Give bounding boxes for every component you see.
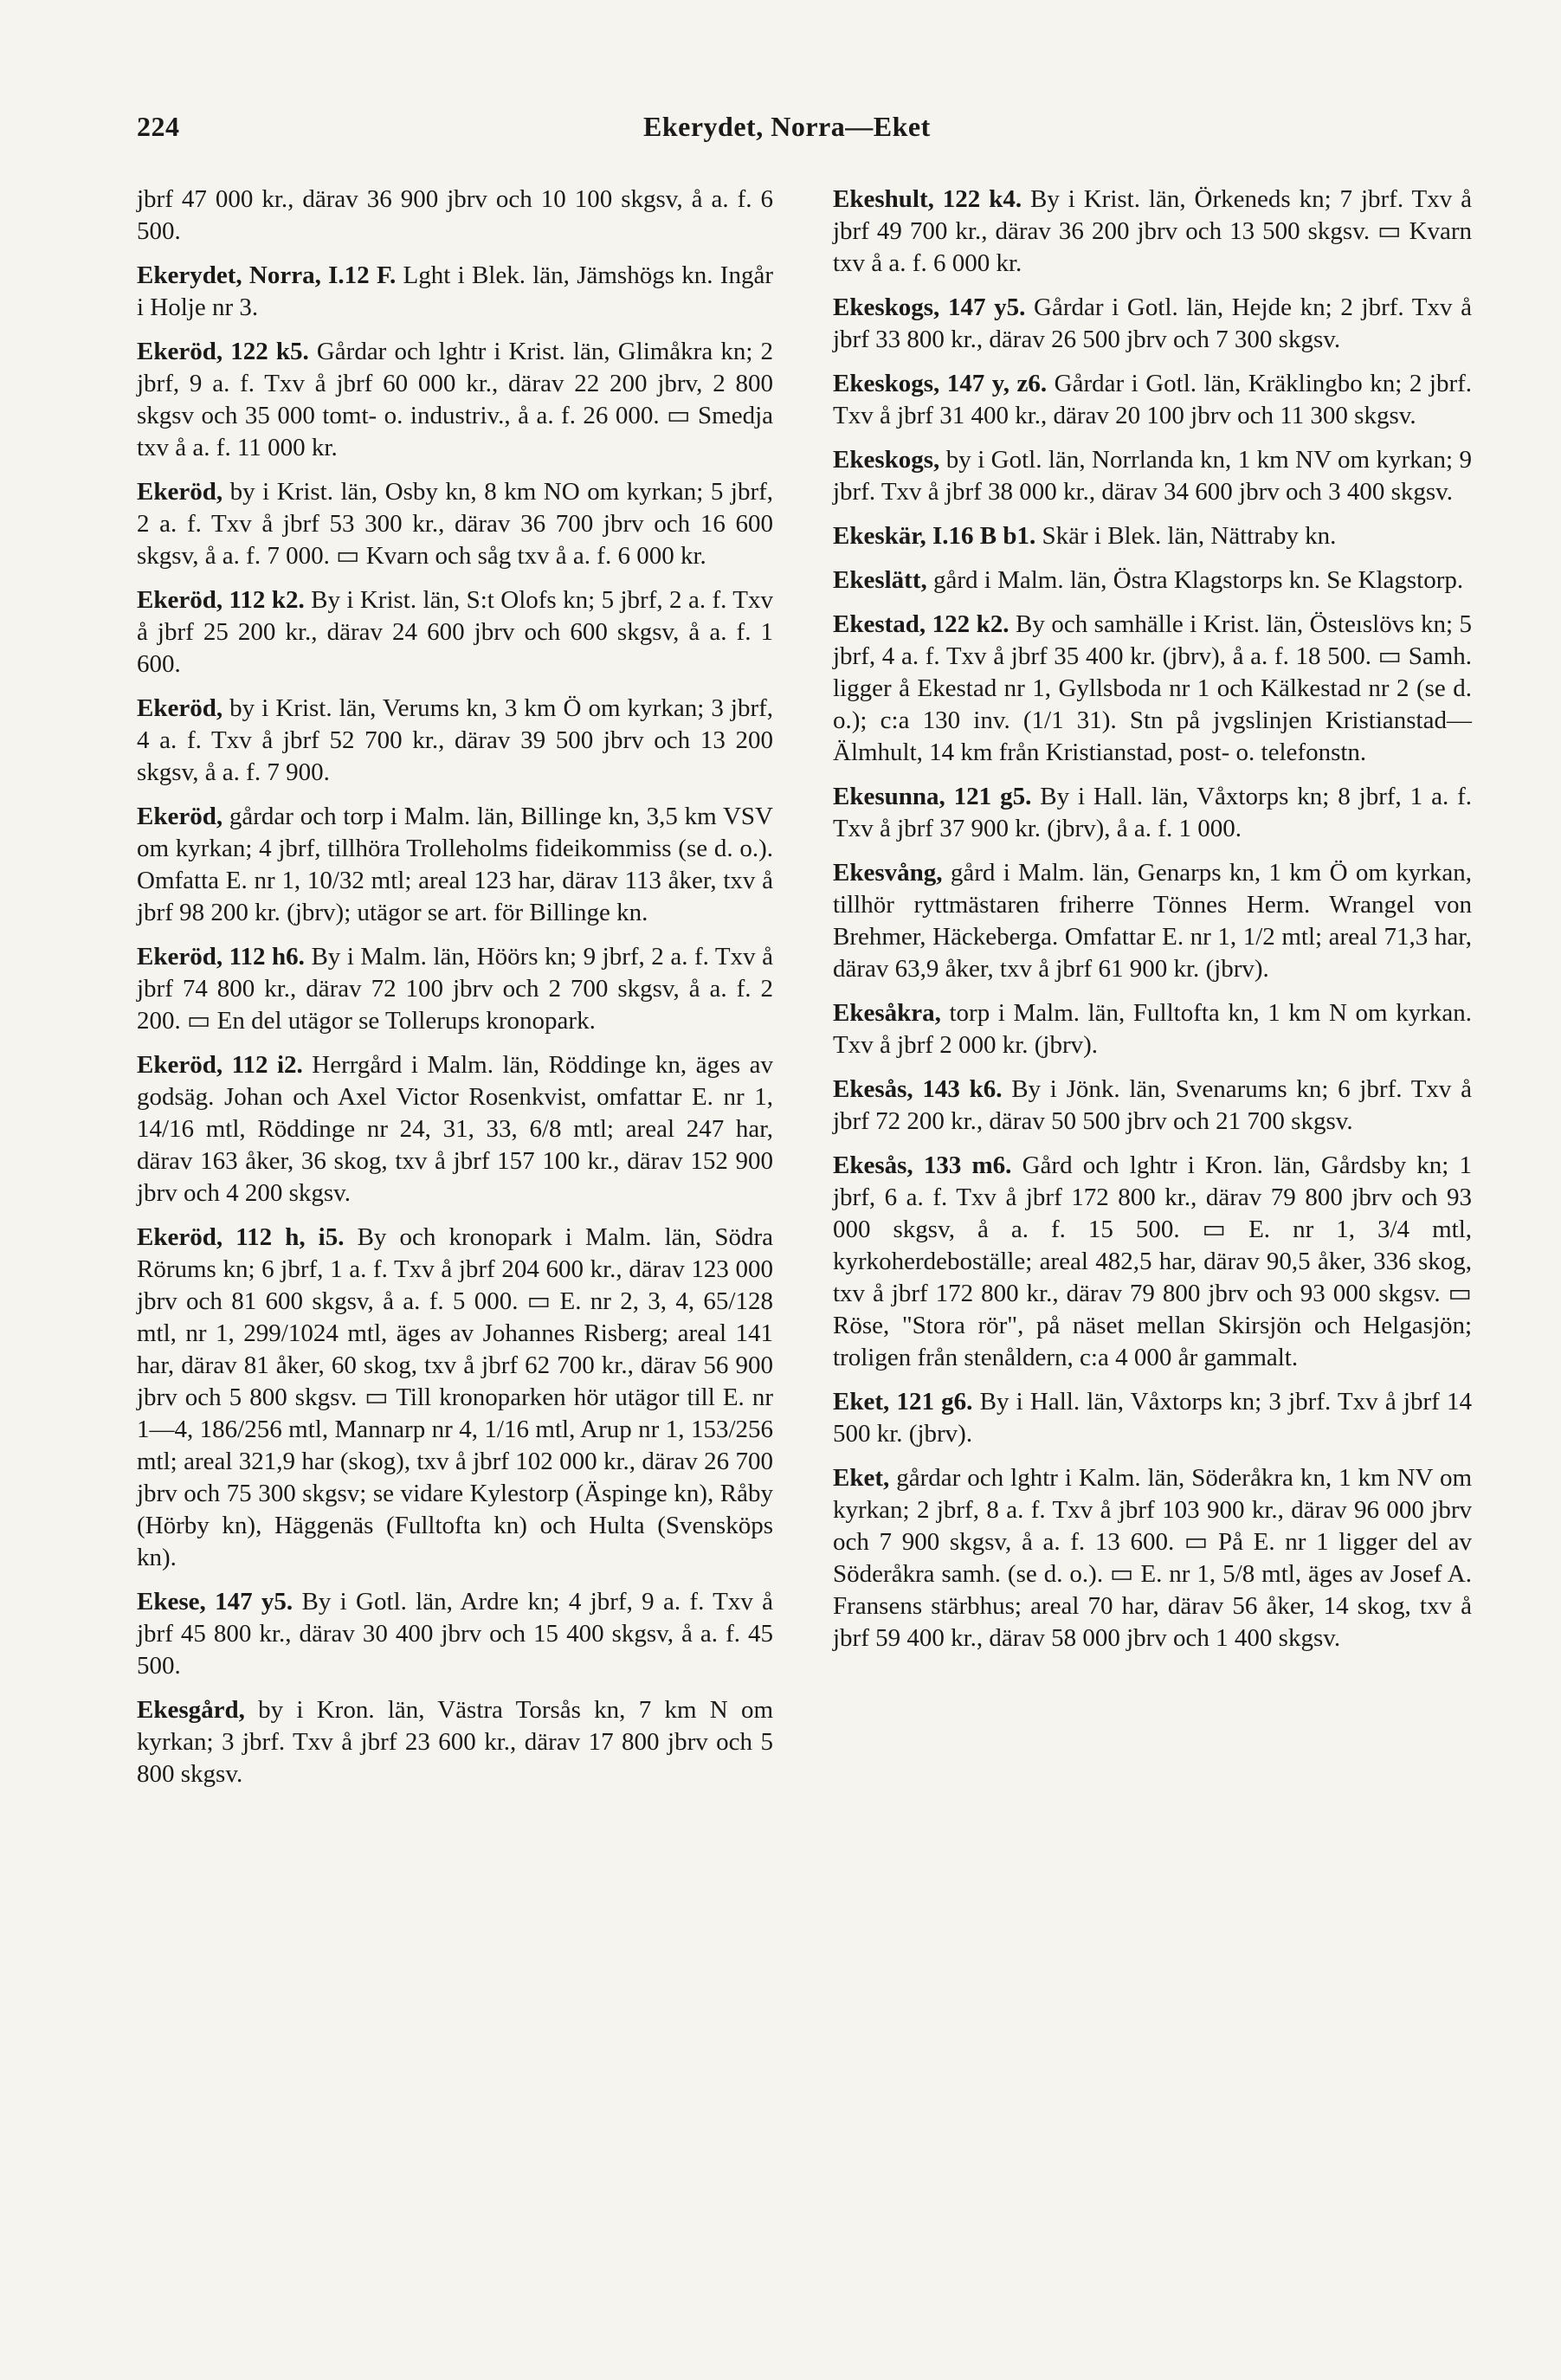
- entry: [833, 184, 1472, 280]
- entry-headword: Ekeshult, 122 k4.: [833, 185, 1022, 213]
- entry: [137, 336, 773, 464]
- entry-text: By i Hall. län, Våxtorps kn; 8 jbrf, 1 a. f. Txv å jbrf 37 900 kr. (jbrv), å a. f. 1 000.: [833, 783, 1473, 842]
- entry-text: gård i Malm. län, Östra Klagstorps kn. Se Klagstorp.: [933, 566, 1464, 594]
- entry-headword: Ekeröd, 112 h6.: [137, 943, 305, 971]
- entry-text: by i Krist. län, Verums kn, 3 km Ö om kyrkan; 3 jbrf, 4 a. f. Txv å jbrf 52 700 kr., därav 39 500 jbrv och 13 200 skgsv, å a. f. 7 900.: [137, 694, 774, 786]
- entry: [137, 260, 773, 324]
- entry-headword: Eket,: [833, 1464, 890, 1492]
- entry-headword: Ekeskogs, 147 y, z6.: [833, 370, 1048, 397]
- entry-headword: Ekeröd, 112 i2.: [137, 1051, 303, 1079]
- entry: [137, 476, 773, 572]
- running-title: Ekerydet, Norra—Eket: [643, 111, 931, 142]
- entry-text: gårdar och lghtr i Kalm. län, Söderåkra kn, 1 km NV om kyrkan; 2 jbrf, 8 a. f. Txv å jbrf 103 900 kr., därav 96 000 jbrv och 7 900 skgsv, å a. f. 13 600. ▭ På E. nr 1 ligger del av Söderåkra samh. (se d. o.). ▭ E. nr 1, 5/8 mtl, äges av Josef A. Fransens stärbhus; areal 70 har, därav 56 åker, 14 skog, txv å jbrf 59 400 kr., därav 58 000 jbrv och 1 400 skgsv.: [833, 1464, 1473, 1652]
- entry: [833, 520, 1472, 552]
- entry-headword: Ekeröd, 112 h, i5.: [137, 1223, 345, 1251]
- entry: [833, 444, 1472, 508]
- entry-headword: Eket, 121 g6.: [833, 1388, 973, 1416]
- entry-headword: Ekeskogs, 147 y5.: [833, 293, 1026, 321]
- entry: [833, 564, 1472, 597]
- entry-text: Gård och lghtr i Kron. län, Gårdsby kn; 1 jbrf, 6 a. f. Txv å jbrf 172 800 kr., därav 79 800 jbrv och 93 000 skgsv, å a. f. 15 500. ▭ E. nr 1, 3/4 mtl, kyrkoherdeboställe; areal 482,5 har, därav 90,5 åker, 336 skog, txv å jbrf 172 800 kr., därav 79 800 jbrv och 93 000 skgsv. ▭ Röse, "Stora rör", på näset mellan Skirsjön och Helgasjön; troligen från stenåldern, c:a 4 000 år gammalt.: [833, 1151, 1473, 1371]
- entry: [833, 368, 1472, 432]
- entry: [137, 1694, 773, 1790]
- entry-headword: Ekerydet, Norra, I.12 F.: [137, 261, 397, 289]
- entry-headword: Ekesvång,: [833, 859, 943, 887]
- entry: [137, 1222, 773, 1574]
- entry: [137, 1586, 773, 1682]
- entry-text: gård i Malm. län, Genarps kn, 1 km Ö om kyrkan, tillhör ryttmästaren friherre Tönnes Herm. Wrangel von Brehmer, Häckeberga. Omfattar E. nr 1, 1/2 mtl; areal 71,3 har, därav 63,9 åker, txv å jbrf 61 900 kr. (jbrv).: [833, 859, 1472, 983]
- entry-headword: Ekese, 147 y5.: [137, 1588, 293, 1616]
- entry-text: gårdar och torp i Malm. län, Billinge kn, 3,5 km VSV om kyrkan; 4 jbrf, tillhöra Trolleholms fideikommiss (se d. o.). Omfatta E. nr 1, 10/32 mtl; areal 123 har, därav 113 åker, txv å jbrf 98 200 kr. (jbrv); utägor se art. för Billinge kn.: [137, 803, 773, 926]
- entry: [833, 1150, 1472, 1374]
- entry-headword: Ekeskogs,: [833, 446, 940, 474]
- entry: [137, 941, 773, 1037]
- entry: [137, 584, 773, 680]
- entry-text: By i Krist. län, S:t Olofs kn; 5 jbrf, 2 a. f. Txv å jbrf 25 200 kr., därav 24 600 jbrv och 600 skgsv, å a. f. 1 600.: [137, 586, 773, 678]
- entry-headword: Ekeskär, I.16 B b1.: [833, 522, 1036, 550]
- entry-text: Skär i Blek. län, Nättraby kn.: [1042, 522, 1337, 550]
- entry-text: Gårdar i Gotl. län, Hejde kn; 2 jbrf. Txv å jbrf 33 800 kr., därav 26 500 jbrv och 7 300 skgsv.: [833, 293, 1473, 353]
- right-column: [833, 184, 1472, 1667]
- entry-headword: Ekesunna, 121 g5.: [833, 783, 1032, 810]
- entry-text: Gårdar och lghtr i Krist. län, Glimåkra kn; 2 jbrf, 9 a. f. Txv å jbrf 60 000 kr., därav 22 200 jbrv, 2 800 skgsv och 35 000 tomt- o. industriv., å a. f. 26 000. ▭ Smedja txv å a. f. 11 000 kr.: [137, 338, 773, 461]
- entry-text: By i Jönk. län, Svenarums kn; 6 jbrf. Txv å jbrf 72 200 kr., därav 50 500 jbrv och 21 700 skgsv.: [833, 1075, 1472, 1135]
- entry-text: By i Hall. län, Våxtorps kn; 3 jbrf. Txv å jbrf 14 500 kr. (jbrv).: [833, 1388, 1472, 1448]
- entry-headword: Ekeröd,: [137, 803, 223, 830]
- entry-text: torp i Malm. län, Fulltofta kn, 1 km N om kyrkan. Txv å jbrf 2 000 kr. (jbrv).: [833, 999, 1472, 1059]
- entry-text: By i Malm. län, Höörs kn; 9 jbrf, 2 a. f. Txv å jbrf 74 800 kr., därav 72 100 jbrv och 2 700 skgsv, å a. f. 2 200. ▭ En del utägor se Tollerups kronopark.: [137, 943, 773, 1035]
- entry-text: jbrf 47 000 kr., därav 36 900 jbrv och 10 100 skgsv, å a. f. 6 500.: [137, 185, 773, 245]
- entry-text: by i Kron. län, Västra Torsås kn, 7 km N om kyrkan; 3 jbrf. Txv å jbrf 23 600 kr., därav 17 800 jbrv och 5 800 skgsv.: [137, 1696, 774, 1788]
- entry: [833, 292, 1472, 356]
- entry: [833, 781, 1472, 845]
- entry: [833, 1386, 1472, 1450]
- entry-headword: Ekesgård,: [137, 1696, 245, 1724]
- entry-headword: Ekesås, 133 m6.: [833, 1151, 1012, 1179]
- entry-text: By i Krist. län, Örkeneds kn; 7 jbrf. Txv å jbrf 49 700 kr., därav 36 200 jbrv och 13 500 skgsv. ▭ Kvarn txv å a. f. 6 000 kr.: [833, 185, 1472, 277]
- entry-headword: Ekesås, 143 k6.: [833, 1075, 1003, 1103]
- entry-headword: Ekeröd, 112 k2.: [137, 586, 305, 614]
- page-number: 224: [137, 111, 180, 142]
- entry-headword: Ekeröd,: [137, 694, 223, 722]
- entry-headword: Ekeslätt,: [833, 566, 927, 594]
- entry-text: by i Gotl. län, Norrlanda kn, 1 km NV om kyrkan; 9 jbrf. Txv å jbrf 38 000 kr., därav 34 600 jbrv och 3 400 skgsv.: [833, 446, 1473, 506]
- entry-headword: Ekeröd, 122 k5.: [137, 338, 309, 365]
- left-column: [137, 184, 773, 1803]
- entry: [137, 184, 773, 248]
- entry-headword: Ekesåkra,: [833, 999, 941, 1027]
- page-header: [137, 111, 1561, 163]
- entry-headword: Ekeröd,: [137, 478, 223, 506]
- entry-text: Lght i Blek. län, Jämshögs kn. Ingår i Holje nr 3.: [137, 261, 773, 321]
- entry: [137, 1049, 773, 1209]
- entry: [833, 1074, 1472, 1138]
- entry: [137, 801, 773, 929]
- entry-text: Gårdar i Gotl. län, Kräklingbo kn; 2 jbrf. Txv å jbrf 31 400 kr., därav 20 100 jbrv och 11 300 skgsv.: [833, 370, 1473, 429]
- entry-text: By och kronopark i Malm. län, Södra Rörums kn; 6 jbrf, 1 a. f. Txv å jbrf 204 600 kr., därav 123 000 jbrv och 81 600 skgsv, å a. f. 5 000. ▭ E. nr 2, 3, 4, 65/128 mtl, nr 1, 299/1024 mtl, äges av Johannes Risberg; areal 141 har, därav 81 åker, 60 skog, txv å jbrf 62 700 kr., därav 56 900 jbrv och 5 800 skgsv. ▭ Till kronoparken hör utägor till E. nr 1—4, 186/256 mtl, Mannarp nr 4, 1/16 mtl, Arup nr 1, 153/256 mtl; areal 321,9 har (skog), txv å jbrf 102 000 kr., därav 26 700 jbrv och 75 300 skgsv; se vidare Kylestorp (Äspinge kn), Råby (Hörby kn), Häggenäs (Fulltofta kn) och Hulta (Svensköps kn).: [137, 1223, 773, 1571]
- entry: [833, 857, 1472, 985]
- entry-text: by i Krist. län, Osby kn, 8 km NO om kyrkan; 5 jbrf, 2 a. f. Txv å jbrf 53 300 kr., därav 36 700 jbrv och 16 600 skgsv, å a. f. 7 000. ▭ Kvarn och såg txv å a. f. 6 000 kr.: [137, 478, 774, 570]
- entry-text: By i Gotl. län, Ardre kn; 4 jbrf, 9 a. f. Txv å jbrf 45 800 kr., därav 30 400 jbrv och 15 400 skgsv, å a. f. 45 500.: [137, 1588, 774, 1680]
- entry: [137, 693, 773, 789]
- entry: [833, 609, 1472, 769]
- entry-text: Herrgård i Malm. län, Röddinge kn, äges av godsäg. Johan och Axel Victor Rosenkvist, omfattar E. nr 1, 14/16 mtl, Röddinge nr 24, 31, 33, 6/8 mtl; areal 247 har, därav 163 åker, 36 skog, txv å jbrf 157 100 kr., därav 152 900 jbrv och 4 200 skgsv.: [137, 1051, 773, 1207]
- entry-text: By och samhälle i Krist. län, Östeıslövs kn; 5 jbrf, 4 a. f. Txv å jbrf 35 400 kr. (jbrv), å a. f. 18 500. ▭ Samh. ligger å Ekestad nr 1, Gyllsboda nr 1 och Kälkestad nr 2 (se d. o.); c:a 130 inv. (1/1 31). Stn på jvgslinjen Kristianstad—Älmhult, 14 km från Kristianstad, post- o. telefonstn.: [833, 610, 1473, 766]
- entry: [833, 997, 1472, 1061]
- entry-headword: Ekestad, 122 k2.: [833, 610, 1009, 638]
- entry: [833, 1462, 1472, 1654]
